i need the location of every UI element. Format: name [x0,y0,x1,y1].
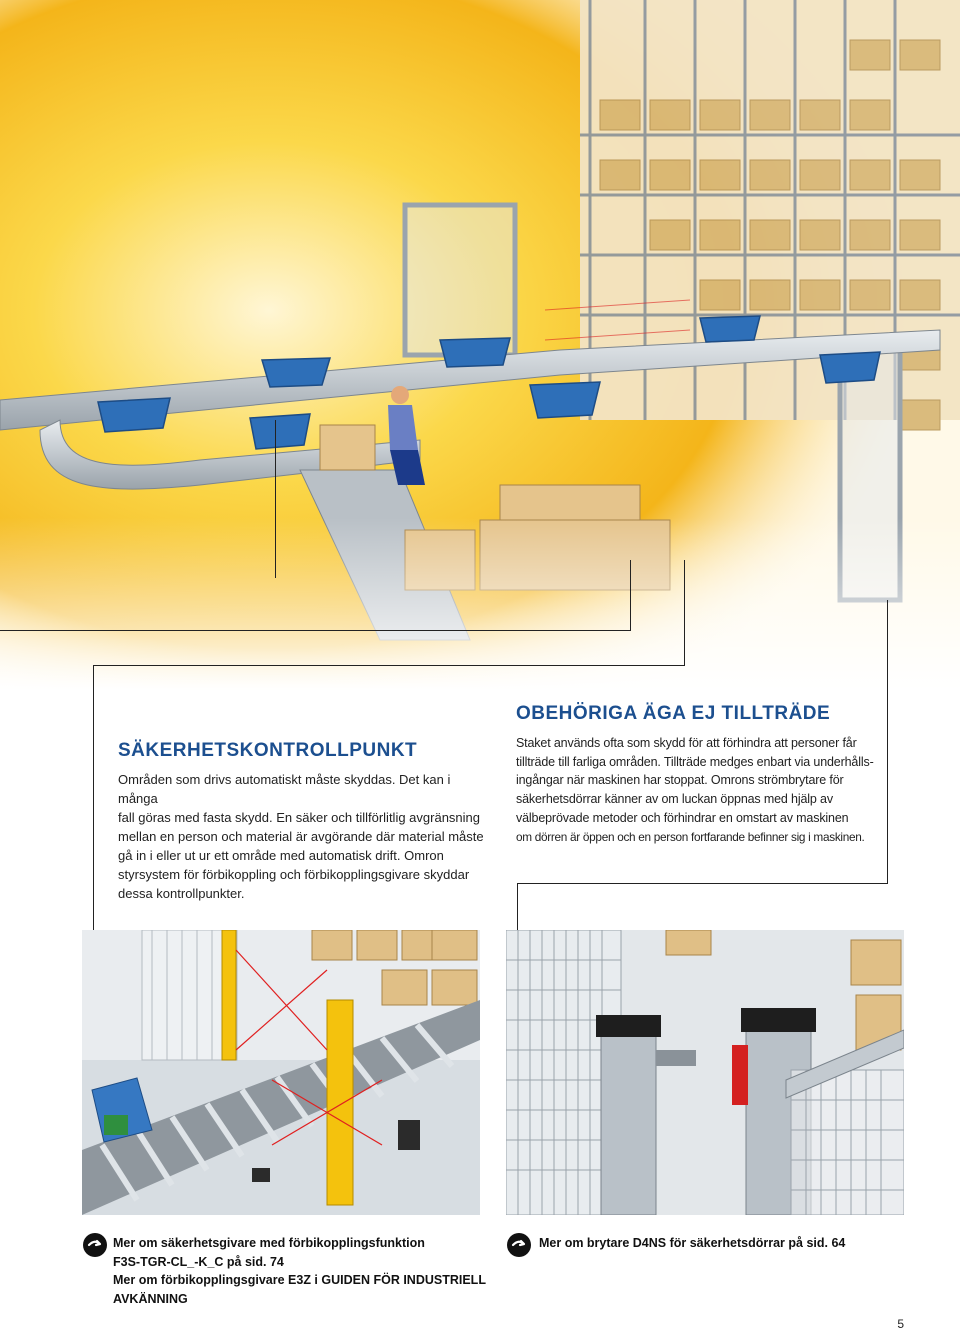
body-line: om dörren är öppen och en person fortfarande befinner sig i maskinen. [516,829,865,844]
body-line: styrsystem för förbikoppling och förbikopplingsgivare skyddar [118,867,470,882]
arrow-right-circle-icon [83,1233,107,1257]
section-body-no-unauthorized-access [516,734,881,846]
reference-door-switch [539,1234,899,1253]
body-line: mellan en person och material är avgörande där material måste [118,829,484,844]
photo-safety-door-switch [506,930,904,1215]
body-line: tillträde till farliga områden. Tillträde medges enbart via underhålls- [516,754,874,769]
right-frame-vertical [887,600,888,884]
section-title-safety-checkpoint: SÄKERHETSKONTROLLPUNKT [118,740,418,761]
reference-line: F3S-TGR-CL_-K_C på sid. 74 [113,1254,284,1269]
section-title-no-unauthorized-access: OBEHÖRIGA ÄGA EJ TILLTRÄDE [516,703,831,724]
body-line: dessa kontrollpunkter. [118,886,245,901]
reference-line: Mer om säkerhetsgivare med förbikopplingsfunktion [113,1236,425,1250]
hero-callout-line-vertical [275,420,276,578]
right-frame-bottom [517,883,888,884]
arrow-right-circle-icon [507,1233,531,1257]
right-frame-drop [517,883,518,930]
body-line: gå in i eller ut ur ett område med automatisk drift. Omron [118,848,444,863]
photo-light-curtain-conveyor [82,930,480,1215]
body-line: fall göras med fasta skydd. En säker och tillförlitlig avgränsning [118,810,481,825]
left-frame-vertical [93,665,94,930]
body-line: ingångar när maskinen har stoppat. Omrons strömbrytare för [516,773,844,788]
reference-line: AVKÄNNING [113,1291,188,1306]
body-line: Staket används ofta som skydd för att förhindra att personer får [516,736,857,750]
page-number: 5 [897,1317,904,1331]
body-line: säkerhetsdörrar känner av om luckan öppnas med hjälp av [516,792,833,807]
left-frame-connector [684,560,685,666]
left-frame-top [93,665,684,666]
reference-line: Mer om förbikopplingsgivare E3Z i GUIDEN FÖR INDUSTRIELL [113,1273,486,1287]
hero-callout-line [0,630,630,631]
reference-line: Mer om brytare D4NS för säkerhetsdörrar på sid. 64 [539,1236,846,1250]
section-body-safety-checkpoint [118,770,488,903]
body-line: Områden som drivs automatiskt måste skyddas. Det kan i många [118,772,451,806]
reference-light-curtain [113,1234,493,1308]
hero-callout-line-vertical [630,560,631,631]
body-line: välbeprövade metoder och förhindrar en omstart av maskinen [516,810,849,825]
